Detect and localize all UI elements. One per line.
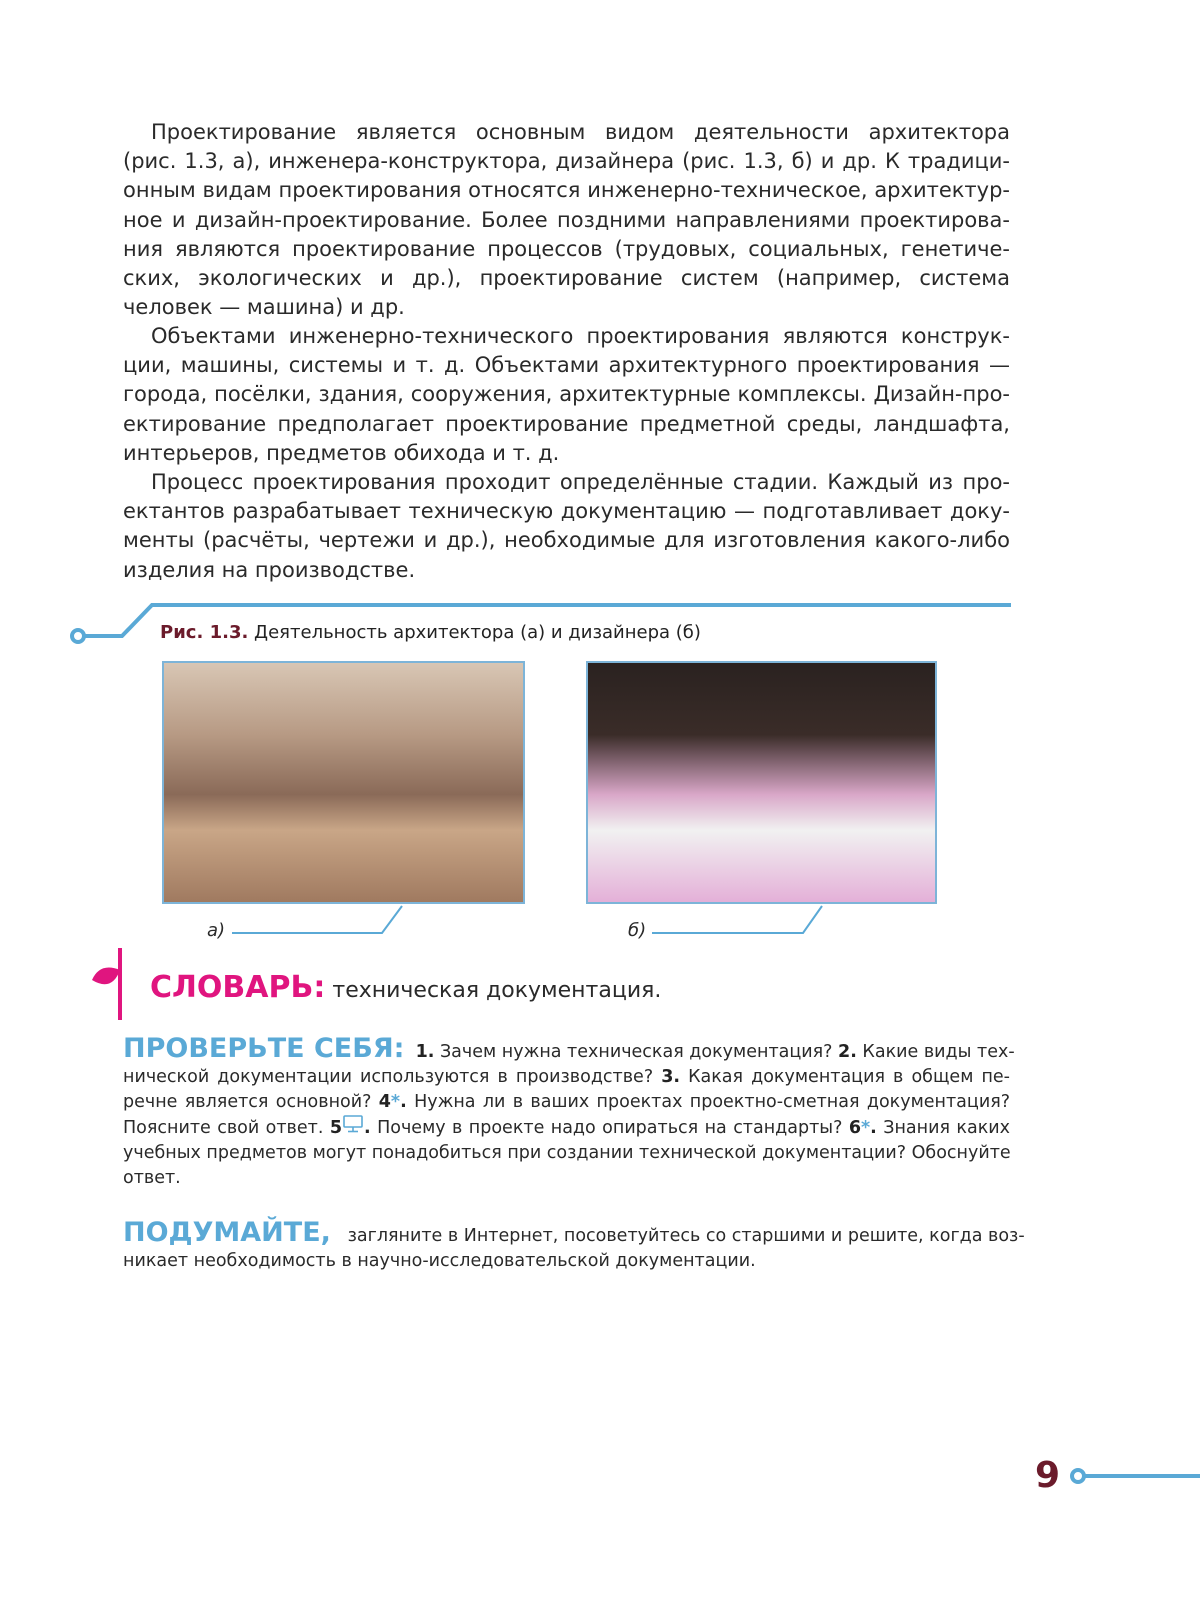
asterisk-mark: *: [861, 1118, 871, 1138]
text-line: Проектирование является основным видом деятельности архитектора: [151, 120, 1010, 144]
question-line: [123, 1166, 1010, 1191]
vocabulary: [150, 970, 661, 1005]
check-yourself-heading: ПРОВЕРЬТЕ СЕБЯ:: [123, 1033, 405, 1064]
figure-caption-text: Деятельность архитектора (а) и дизайнера (б): [254, 622, 701, 643]
question-text: Какая документация в общем пе-: [680, 1067, 1010, 1087]
text-line: менты (расчёты, чертежи и др.), необходимые для изготовления какого-либо: [123, 528, 1010, 553]
question-text: Почему в проекте надо опираться на стандарты?: [370, 1118, 849, 1138]
question-number: .: [364, 1118, 371, 1138]
question-line: [123, 1033, 1015, 1065]
think-section: [123, 1217, 1025, 1274]
question-text: речне является основной?: [123, 1092, 379, 1112]
figure-caption: [160, 622, 701, 643]
think-heading: ПОДУМАЙТЕ,: [123, 1217, 331, 1248]
question-text: Какие виды тех-: [856, 1042, 1015, 1062]
check-yourself: [123, 1033, 1015, 1191]
question-text: Знания каких: [876, 1118, 1010, 1138]
figure-label: Рис. 1.3.: [160, 622, 249, 643]
text-line: онным видам проектирования относятся инженерно-техническое, архитектур-: [123, 178, 1010, 203]
vocabulary-text: техническая документация.: [332, 978, 662, 1003]
paragraph-2: [123, 322, 1010, 468]
question-number: 6: [848, 1118, 862, 1138]
question-text: Нужна ли в ваших проектах проектно-сметная документация?: [406, 1092, 1011, 1112]
page-number: 9: [1035, 1455, 1061, 1496]
vocabulary-leaf-icon: [92, 948, 120, 1020]
text-line: города, посёлки, здания, сооружения, архитектурные комплексы. Дизайн-про-: [123, 382, 1010, 407]
vocabulary-heading: СЛОВАРЬ:: [150, 970, 326, 1005]
question-text: Поясните свой ответ.: [123, 1118, 330, 1138]
question-number: 4: [378, 1092, 391, 1112]
think-line-1: загляните в Интернет, посоветуйтесь со старшими и решите, когда воз-: [347, 1226, 1025, 1246]
subcaption-a-rule: [232, 906, 402, 933]
think-line-2: никает необходимость в научно-исследовательской документации.: [123, 1251, 756, 1271]
text-line: Объектами инженерно-технического проектирования являются конструк-: [151, 324, 1010, 348]
question-line: [123, 1115, 1010, 1141]
monitor-icon: [342, 1118, 364, 1138]
text-line: интерьеров, предметов обихода и т. д.: [123, 440, 560, 465]
question-line: [123, 1141, 1010, 1166]
question-number: .: [400, 1092, 407, 1112]
subcaption-b-rule: [652, 906, 822, 933]
text-line: ектирование предполагает проектирование предметной среды, ландшафта,: [123, 411, 1010, 436]
photo-architects: [162, 661, 525, 904]
question-number: 2.: [838, 1042, 857, 1062]
text-line: человек — машина) и др.: [123, 295, 405, 320]
text-line: (рис. 1.3, а), инженера-конструктора, дизайнера (рис. 1.3, б) и др. К традици-: [123, 149, 1010, 174]
subcaption-a: а): [207, 920, 226, 941]
text-line: изделия на производстве.: [123, 557, 416, 582]
text-line: ное и дизайн-проектирование. Более поздними направлениями проектирова-: [123, 207, 1010, 232]
text-line: ектантов разрабатывает техническую документацию — подготавливает доку-: [123, 499, 1010, 524]
question-text: нической документации используются в производстве?: [123, 1067, 662, 1087]
subcaption-b: б): [628, 920, 647, 941]
question-text: Зачем нужна техническая документация?: [434, 1042, 839, 1062]
asterisk-mark: *: [390, 1092, 401, 1112]
question-text: ответ.: [123, 1168, 181, 1188]
question-number: .: [870, 1118, 877, 1138]
text-line: Процесс проектирования проходит определённые стадии. Каждый из про-: [151, 470, 1010, 494]
question-text: учебных предметов могут понадобиться при создании технической документации? Обоснуйте: [123, 1143, 1011, 1163]
paragraph-3: [123, 468, 1010, 585]
text-line: ских, экологических и др.), проектирование систем (например, система: [123, 266, 1010, 291]
question-number: 1.: [415, 1042, 435, 1062]
text-line: ния являются проектирование процессов (трудовых, социальных, генетиче-: [123, 236, 1010, 261]
paragraph-1: [123, 118, 1010, 322]
question-number: 3.: [661, 1067, 681, 1087]
question-line: [123, 1065, 1010, 1090]
text-line: ции, машины, системы и т. д. Объектами архитектурного проектирования —: [123, 353, 1010, 378]
question-number: 5: [329, 1118, 343, 1138]
question-line: [123, 1090, 1010, 1115]
page-rule: [1072, 1470, 1200, 1482]
photo-designer: [586, 661, 937, 904]
